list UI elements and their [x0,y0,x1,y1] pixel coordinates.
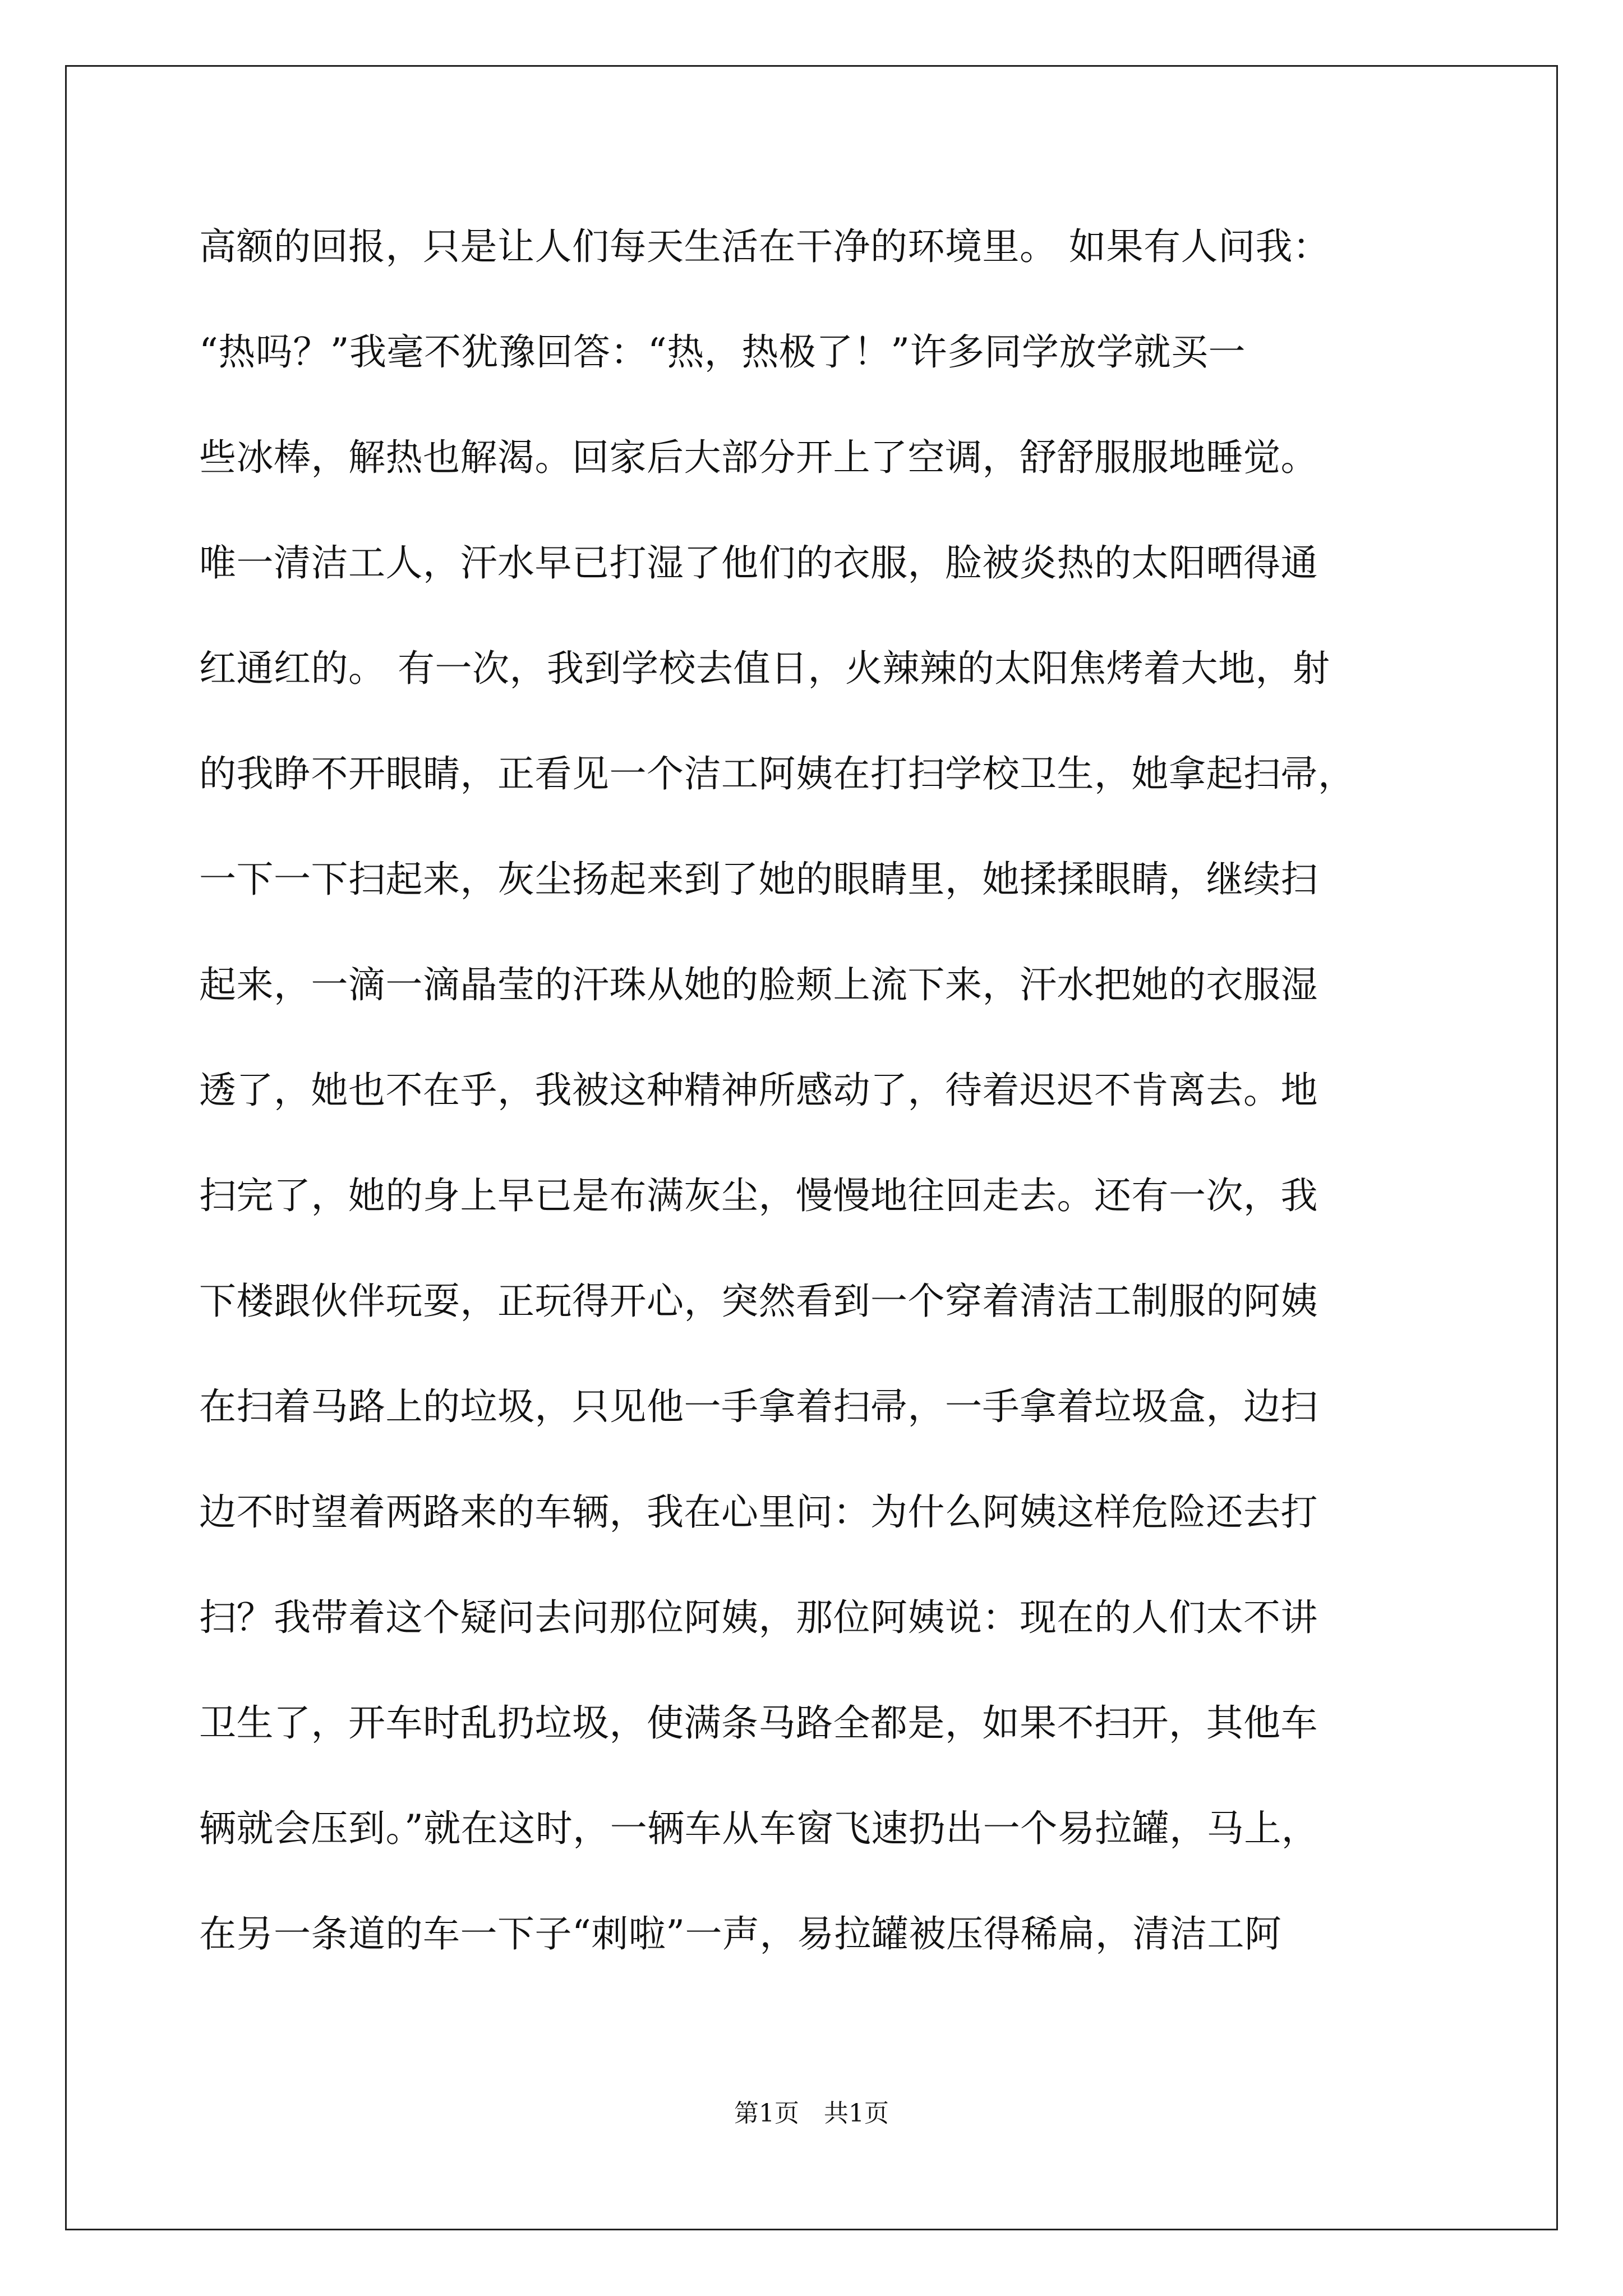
body-text-line: 起来，一滴一滴晶莹的汗珠从她的脸颊上流下来，汗水把她的衣服湿 [199,963,1318,1006]
body-text-line: 红通红的。 有一次，我到学校去值日，火辣辣的太阳焦烤着大地，射 [199,647,1330,690]
body-text-line: 卫生了，开车时乱扔垃圾，使满条马路全都是，如果不扫开，其他车 [199,1701,1318,1745]
body-text-line: 扫完了，她的身上早已是布满灰尘，慢慢地往回走去。还有一次，我 [199,1174,1318,1217]
body-text-line: 高额的回报，只是让人们每天生活在干净的环境里。 如果有人问我： [199,225,1330,268]
body-text-line: 辆就会压到。”就在这时，一辆车从车窗飞速扔出一个易拉罐，马上， [199,1807,1319,1850]
body-text-line: 在扫着马路上的垃圾，只见他一手拿着扫帚，一手拿着垃圾盒，边扫 [199,1385,1318,1428]
body-text-line: 边不时望着两路来的车辆，我在心里问：为什么阿姨这样危险还去打 [199,1490,1318,1534]
body-text-line: 些冰棒，解热也解渴。回家后大部分开上了空调，舒舒服服地睡觉。 [199,436,1318,479]
body-text-line: 唯一清洁工人，汗水早已打湿了他们的衣服，脸被炎热的太阳晒得通 [199,541,1318,585]
body-text-line: 在另一条道的车一下子“刺啦”一声，易拉罐被压得稀扁，清洁工阿 [199,1912,1282,1955]
page-footer: 第1页 共1页 [734,2099,889,2128]
body-text-line: 扫？我带着这个疑问去问那位阿姨，那位阿姨说：现在的人们太不讲 [199,1596,1318,1639]
document-body [199,213,1433,2006]
body-text-line: “热吗？”我毫不犹豫回答：“热，热极了！”许多同学放学就买一 [199,330,1246,374]
body-text-line: 透了，她也不在乎，我被这种精神所感动了，待着迟迟不肯离去。地 [199,1069,1318,1112]
body-text-line: 下楼跟伙伴玩耍，正玩得开心，突然看到一个穿着清洁工制服的阿姨 [199,1280,1318,1323]
body-text-line: 的我睁不开眼睛，正看见一个洁工阿姨在打扫学校卫生，她拿起扫帚， [199,752,1355,795]
body-text-line: 一下一下扫起来，灰尘扬起来到了她的眼睛里，她揉揉眼睛，继续扫 [199,858,1318,901]
